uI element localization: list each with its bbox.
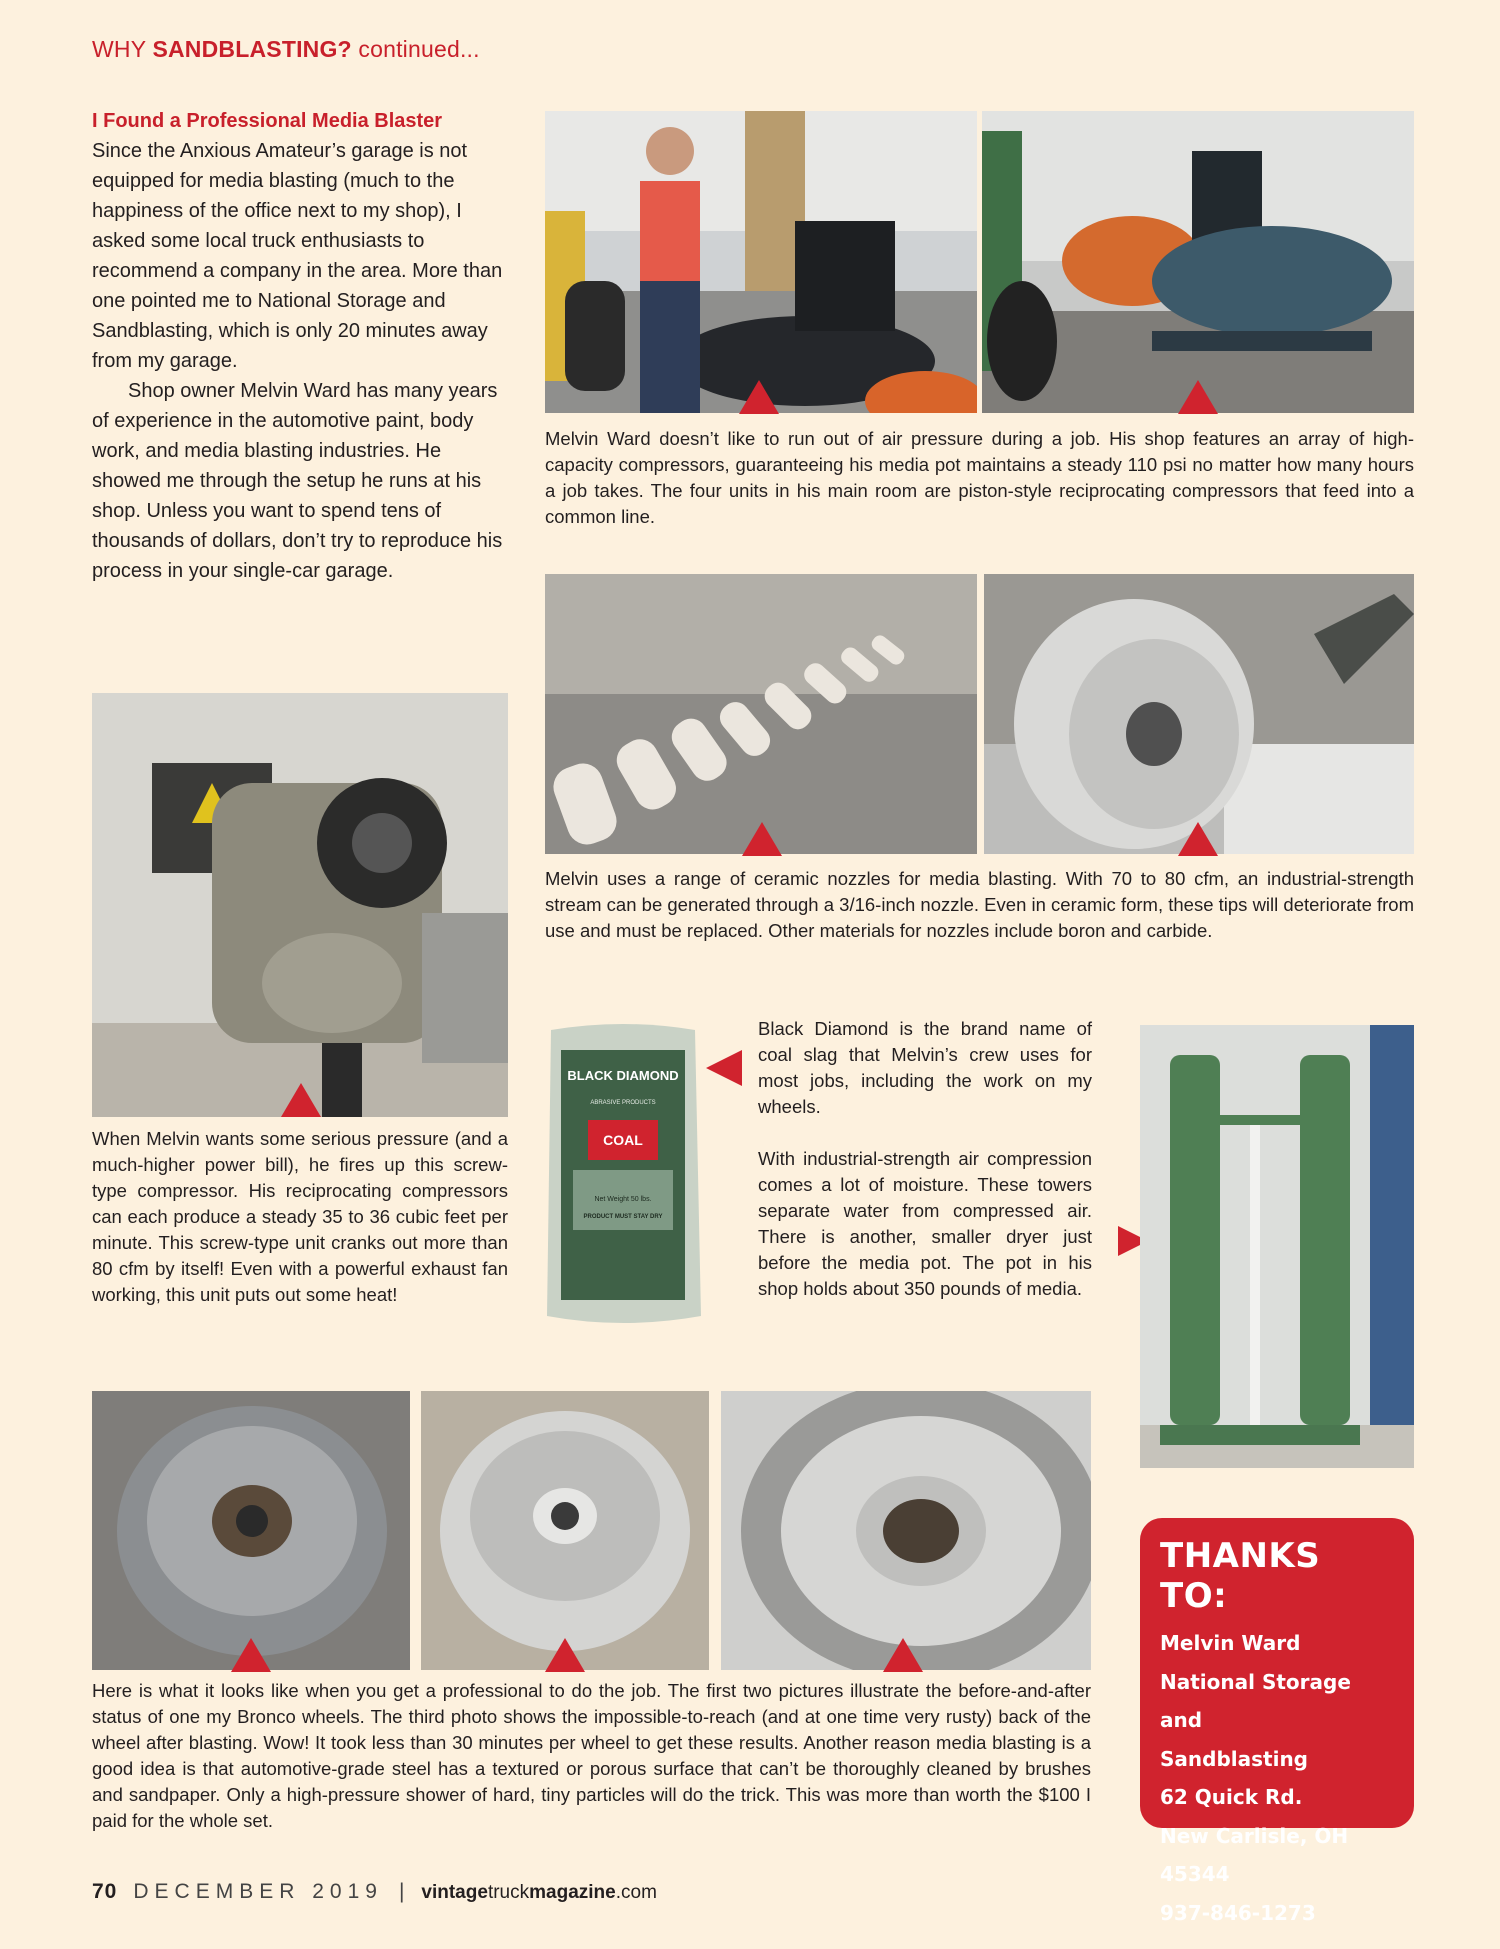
pointer-arrow [742,822,782,856]
photo-wheel-before [92,1391,410,1670]
caption-screw-compressor: When Melvin wants some serious pressure (and a much-higher power bill), he fires up this screw-type compressor. His reciprocating compressors can each produce a steady 35 to 36 cubic feet per minute. This screw-type unit cranks out more than 80 cfm by itself! Even with a powerful exhaust fan working, this unit puts out some heat! [92,1128,508,1305]
caption-wheels: Here is what it looks like when you get a professional to do the job. The first two pictures illustrate the before-and-after status of one my Bronco wheels. The third photo shows the impossible-to-reach (and at one time very rusty) back of the wheel after blasting. Wow! It took less than 30 minutes per wheel to get these results. Another reason media blasting is a good idea is that automotive-grade steel has a textured or porous surface that can’t be thoroughly cleaned by brushes and sandpaper. Only a high-pressure shower of hard, tiny particles will do the trick. This was more than worth the $100 I paid for the whole set. [92,1680,1091,1831]
caption-nozzles: Melvin uses a range of ceramic nozzles for media blasting. With 70 to 80 cfm, an industrial-strength stream can be generated through a 3/16-inch nozzle. Even in ceramic form, these tips will deteriorate from use and must be replaced. Other materials for nozzles include boron and carbide. [545,868,1414,941]
photo-separator-towers [1140,1025,1414,1468]
footer-separator: | [398,1880,406,1903]
photo-wheel-after [421,1391,709,1670]
page-number: 70 [92,1880,118,1903]
photo-melvin-compressor [545,111,977,413]
caption-group-middle [758,1016,1092,1328]
page-footer [92,1880,657,1904]
website-url: vintagetruckmagazine.com [421,1882,657,1903]
pointer-arrow [545,1638,585,1672]
thanks-line: 62 Quick Rd. [1160,1785,1303,1809]
photo-ceramic-nozzles [545,574,977,854]
caption-towers: With industrial-strength air compression comes a lot of moisture. These towers separate water from compressed air. There is another, smaller dryer just before the media pot. The pot in his shop holds about 350 pounds of media. [758,1148,1092,1299]
article-subhead: I Found a Professional Media Blaster [92,110,443,132]
bag-sub: ABRASIVE PRODUCTS [590,1100,656,1106]
bag-brand: BLACK DIAMOND [567,1068,679,1083]
photo-blasted-wheel [984,574,1414,854]
pointer-arrow [1178,380,1218,414]
photo-wheel-back [721,1391,1091,1670]
thanks-box [1140,1518,1414,1925]
section-header: WHY SANDBLASTING? continued... [92,36,480,62]
photo-black-diamond-bag [543,1020,703,1326]
thanks-line: Sandblasting [1160,1746,1308,1771]
issue-date: DECEMBER 2019 [133,1880,383,1903]
photo-screw-compressor [92,693,508,1117]
thanks-line: National Storage and [1160,1669,1351,1732]
article-paragraph-1: Since the Anxious Amateur’s garage is not equipped for media blasting (much to the happiness of the office next to my shop), I asked some local truck enthusiasts to recommend a company in the area. More than one pointed me to National Storage and Sandblasting, which is only 20 minutes away from my garage. [92,140,503,372]
article-paragraph-2: Shop owner Melvin Ward has many years of experience in the automotive paint, body work, and media blasting industries. He showed me through the setup he runs at his shop. Unless you want to spend tens of thousands of dollars, don’t try to reproduce his process in your single-car garage. [92,380,503,582]
thanks-line: New Carlisle, OH 45344 [1160,1823,1349,1886]
bag-product: COAL [603,1132,643,1148]
caption-black-diamond: Black Diamond is the brand name of coal slag that Melvin’s crew uses for most jobs, including the work on my wheels. [758,1018,1092,1117]
pointer-arrow [1178,822,1218,856]
pointer-arrow [739,380,779,414]
bag-weight: Net Weight 50 lbs. [594,1196,652,1203]
caption-compressors: Melvin Ward doesn’t like to run out of air pressure during a job. His shop features an array of high-capacity compressors, guaranteeing his media pot maintains a steady 110 psi no matter how many hours a job takes. The four units in his main room are piston-style reciprocating compressors that feed into a common line. [545,428,1414,527]
pointer-arrow [281,1083,321,1117]
thanks-line: 937-846-1273 [1160,1900,1316,1925]
pointer-arrow [883,1638,923,1672]
thanks-title: THANKS TO: [1160,1536,1321,1616]
bag-note: PRODUCT MUST STAY DRY [583,1214,663,1220]
pointer-arrow [706,1050,742,1086]
article-body [92,106,512,586]
thanks-line: Melvin Ward [1160,1631,1301,1655]
photo-compressor-row [982,111,1414,413]
pointer-arrow [231,1638,271,1672]
